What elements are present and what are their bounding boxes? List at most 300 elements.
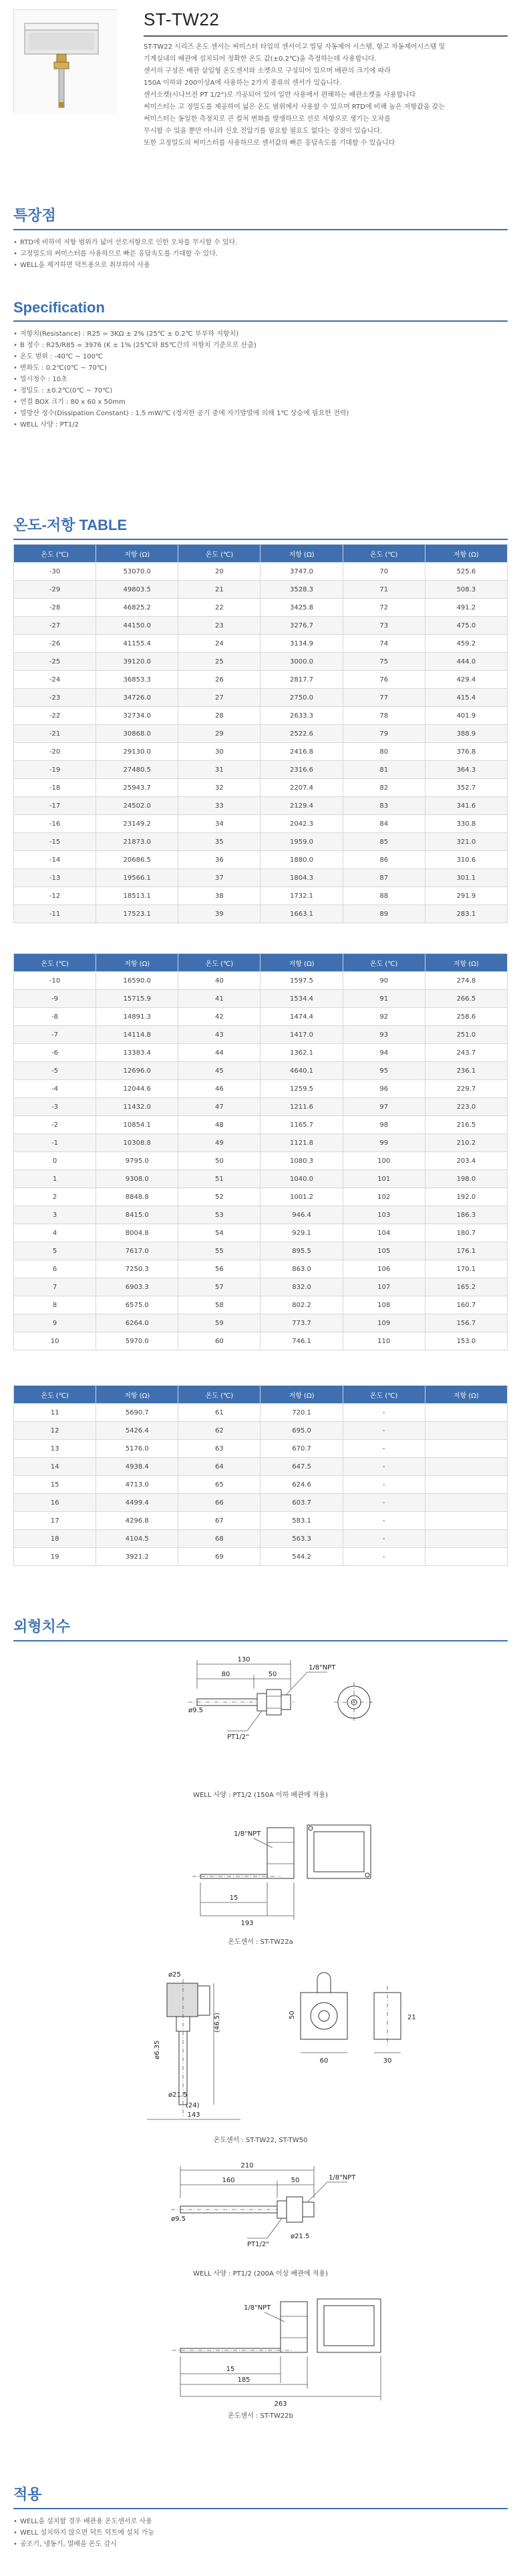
table-cell: 170.1 bbox=[425, 1260, 507, 1278]
table-cell: 25943.7 bbox=[96, 779, 178, 797]
table-cell: 79 bbox=[343, 725, 425, 743]
table-row bbox=[14, 653, 508, 671]
table-row bbox=[14, 1440, 508, 1458]
dim-label: 60 bbox=[319, 2057, 329, 2065]
table-cell: 165.2 bbox=[425, 1278, 507, 1296]
application-item: • WELL 설치하지 않으면 덕트 덕트에 설치 가능 bbox=[13, 2527, 508, 2539]
table-cell: 5176.0 bbox=[96, 1440, 178, 1458]
table-cell: - bbox=[343, 1458, 425, 1476]
table-cell: 3134.9 bbox=[260, 635, 343, 653]
table-cell: 18513.1 bbox=[96, 887, 178, 905]
table-row bbox=[14, 815, 508, 833]
table-header-cell: 저항 (Ω) bbox=[260, 954, 343, 972]
table-cell: - bbox=[343, 1494, 425, 1512]
dim-label: 80 bbox=[221, 1671, 230, 1678]
table-cell bbox=[425, 1440, 507, 1458]
table-cell: -12 bbox=[14, 887, 96, 905]
table-cell: 459.2 bbox=[425, 635, 507, 653]
dim-label: ø21.5 bbox=[291, 2233, 310, 2240]
table-cell: 65 bbox=[178, 1476, 260, 1494]
table-row bbox=[14, 1242, 508, 1260]
table-cell: 51 bbox=[178, 1170, 260, 1188]
table-cell: 11 bbox=[14, 1404, 96, 1422]
application-list bbox=[13, 2516, 508, 2550]
table-cell: -29 bbox=[14, 581, 96, 599]
spec-item: • 저항치(Resistance) : R25 = 3KΩ ± 2% (25℃ ± 0.2℃ 부부하 저항치) bbox=[13, 328, 508, 340]
table-row bbox=[14, 1458, 508, 1476]
table-cell: 1417.0 bbox=[260, 1026, 343, 1044]
description-line: 써미스터는 고 정밀도를 제공하여 넓은 온도 범위에서 사용할 수 있으며 RTD에 비해 높은 저항값을 갖는 bbox=[144, 103, 445, 111]
table-cell: 36853.3 bbox=[96, 671, 178, 689]
table-header-cell: 온도 (℃) bbox=[178, 1386, 260, 1404]
table-cell: 6264.0 bbox=[96, 1314, 178, 1332]
table-cell: 48 bbox=[178, 1116, 260, 1134]
table-row bbox=[14, 761, 508, 779]
table-cell: 100 bbox=[343, 1152, 425, 1170]
table-cell: -17 bbox=[14, 797, 96, 815]
table-cell: 10 bbox=[14, 1332, 96, 1350]
table-cell: 3747.0 bbox=[260, 563, 343, 581]
table-cell: 603.7 bbox=[260, 1494, 343, 1512]
table-cell: 1040.0 bbox=[260, 1170, 343, 1188]
table-row bbox=[14, 797, 508, 815]
table-cell: 62 bbox=[178, 1422, 260, 1440]
table-cell: 720.1 bbox=[260, 1404, 343, 1422]
spec-item: • 열방산 정수(Dissipation Constant) : 1.5 mW/℃ (정지한 공기 중에 자기발열에 의해 1℃ 상승에 필요한 전력) bbox=[13, 408, 508, 419]
features-list bbox=[13, 237, 508, 271]
table-cell: 45 bbox=[178, 1062, 260, 1080]
dim-label: 143 bbox=[187, 2111, 200, 2119]
table-cell bbox=[425, 1404, 507, 1422]
table-cell: 647.5 bbox=[260, 1458, 343, 1476]
table-row bbox=[14, 1206, 508, 1224]
table-row bbox=[14, 725, 508, 743]
table-row bbox=[14, 1422, 508, 1440]
sensor-tw22b-svg bbox=[13, 2290, 508, 2410]
table-cell: 86 bbox=[343, 851, 425, 869]
table-cell: -22 bbox=[14, 707, 96, 725]
table-cell: 2522.6 bbox=[260, 725, 343, 743]
table-cell: 444.0 bbox=[425, 653, 507, 671]
table-cell: 2 bbox=[14, 1188, 96, 1206]
table-cell: 429.4 bbox=[425, 671, 507, 689]
table-cell: 4296.8 bbox=[96, 1512, 178, 1530]
table-header-cell: 저항 (Ω) bbox=[425, 954, 507, 972]
table-cell: 78 bbox=[343, 707, 425, 725]
table-cell: 17523.1 bbox=[96, 905, 178, 923]
dim-label: ø9.5 bbox=[188, 1707, 204, 1714]
table-cell: -30 bbox=[14, 563, 96, 581]
table-row bbox=[14, 599, 508, 617]
table-row bbox=[14, 1008, 508, 1026]
table-cell: 8 bbox=[14, 1296, 96, 1314]
table-row bbox=[14, 743, 508, 761]
table-cell: 72 bbox=[343, 599, 425, 617]
table-cell: 2129.4 bbox=[260, 797, 343, 815]
table-cell bbox=[425, 1512, 507, 1530]
table-cell: 24 bbox=[178, 635, 260, 653]
table-cell: 23149.2 bbox=[96, 815, 178, 833]
table-header-cell: 저항 (Ω) bbox=[425, 545, 507, 563]
table-cell: 929.1 bbox=[260, 1224, 343, 1242]
table-cell: 47 bbox=[178, 1098, 260, 1116]
table-cell: 46825.2 bbox=[96, 599, 178, 617]
table-cell: 15715.9 bbox=[96, 990, 178, 1008]
table-cell: - bbox=[343, 1404, 425, 1422]
spec-item: • 열시정수 : 10초 bbox=[13, 374, 508, 385]
table-cell: 5 bbox=[14, 1242, 96, 1260]
table-cell: 29130.0 bbox=[96, 743, 178, 761]
table-cell: 5426.4 bbox=[96, 1422, 178, 1440]
table-cell: 216.5 bbox=[425, 1116, 507, 1134]
table-cell: 6903.3 bbox=[96, 1278, 178, 1296]
table-cell: 59 bbox=[178, 1314, 260, 1332]
description-line: 센서소켓(시나브전 PT 1/2")로 가공되어 있어 일반 사용에서 편해하는 배관소켓을 사용합니다 bbox=[144, 91, 416, 99]
table-cell: - bbox=[343, 1440, 425, 1458]
table-row bbox=[14, 1044, 508, 1062]
table-cell: 19 bbox=[14, 1548, 96, 1566]
table-cell: 21873.0 bbox=[96, 833, 178, 851]
table-cell: 63 bbox=[178, 1440, 260, 1458]
table-cell: 491.2 bbox=[425, 599, 507, 617]
table-cell: 34 bbox=[178, 815, 260, 833]
table-cell: 13383.4 bbox=[96, 1044, 178, 1062]
table-cell: 109 bbox=[343, 1314, 425, 1332]
description-line: 기계실내의 배관에 설치되어 정확한 온도 값(±0.2℃)을 측정하는데 사용합니다. bbox=[144, 55, 377, 63]
table-row bbox=[14, 1332, 508, 1350]
table-cell: 39 bbox=[178, 905, 260, 923]
table-cell: 1165.7 bbox=[260, 1116, 343, 1134]
product-title: ST-TW22 bbox=[144, 9, 508, 37]
dim-label: ø9.5 bbox=[171, 2216, 186, 2223]
table-cell: 10854.1 bbox=[96, 1116, 178, 1134]
table-cell: 310.6 bbox=[425, 851, 507, 869]
table-cell: 19566.1 bbox=[96, 869, 178, 887]
table-cell: -20 bbox=[14, 743, 96, 761]
table-cell: -5 bbox=[14, 1062, 96, 1080]
table-cell: 30868.0 bbox=[96, 725, 178, 743]
specification-section bbox=[13, 299, 508, 431]
dim-label: 130 bbox=[237, 1656, 250, 1663]
description-line: 또한 고정밀도의 써미스터를 사용하므로 센서값의 빠른 응답속도를 기대할 수 있습니다 bbox=[144, 140, 395, 147]
table-cell: 236.1 bbox=[425, 1062, 507, 1080]
table-cell: 74 bbox=[343, 635, 425, 653]
table-row bbox=[14, 1062, 508, 1080]
table-cell: 4499.4 bbox=[96, 1494, 178, 1512]
table-cell: -27 bbox=[14, 617, 96, 635]
table-cell: 223.0 bbox=[425, 1098, 507, 1116]
table-cell: -16 bbox=[14, 815, 96, 833]
table-cell: 50 bbox=[178, 1152, 260, 1170]
table-cell: 946.4 bbox=[260, 1206, 343, 1224]
table-cell: 11432.0 bbox=[96, 1098, 178, 1116]
well-150a-drawing bbox=[13, 1652, 508, 1802]
table-cell: - bbox=[343, 1512, 425, 1530]
table-cell: 3276.7 bbox=[260, 617, 343, 635]
table-cell: 508.3 bbox=[425, 581, 507, 599]
table-cell: 23 bbox=[178, 617, 260, 635]
table-cell bbox=[425, 1422, 507, 1440]
table-cell: 243.7 bbox=[425, 1044, 507, 1062]
table-cell: 388.9 bbox=[425, 725, 507, 743]
table-row bbox=[14, 1116, 508, 1134]
table-header-cell: 온도 (℃) bbox=[14, 1386, 96, 1404]
table-cell: -25 bbox=[14, 653, 96, 671]
resistance-table-section bbox=[13, 514, 508, 540]
table-cell: -19 bbox=[14, 761, 96, 779]
table-cell: 17 bbox=[14, 1512, 96, 1530]
table-cell: 49 bbox=[178, 1134, 260, 1152]
well-150a-svg bbox=[13, 1652, 508, 1786]
table-cell: 13 bbox=[14, 1440, 96, 1458]
table-cell: -3 bbox=[14, 1098, 96, 1116]
specification-list bbox=[13, 328, 508, 431]
table-cell: 5970.0 bbox=[96, 1332, 178, 1350]
table-cell: 283.1 bbox=[425, 905, 507, 923]
table-cell: 3921.2 bbox=[96, 1548, 178, 1566]
table-cell: - bbox=[343, 1422, 425, 1440]
table-cell: 2633.3 bbox=[260, 707, 343, 725]
table-cell: 695.0 bbox=[260, 1422, 343, 1440]
dim-label: PT1/2" bbox=[247, 2241, 269, 2248]
table-row bbox=[14, 1134, 508, 1152]
features-section bbox=[13, 204, 508, 271]
table-cell: 544.2 bbox=[260, 1548, 343, 1566]
description-line: 150A 이하와 200이상A에 사용하는 2가지 종류의 센서가 있습니다. bbox=[144, 79, 342, 87]
table-cell: 12 bbox=[14, 1422, 96, 1440]
table-cell: 57 bbox=[178, 1278, 260, 1296]
table-row bbox=[14, 851, 508, 869]
table-cell: 83 bbox=[343, 797, 425, 815]
table-cell: 8415.0 bbox=[96, 1206, 178, 1224]
table-cell: 7617.0 bbox=[96, 1242, 178, 1260]
feature-item: • 고정밀도의 써미스터를 사용하므로 빠른 응답속도를 기대할 수 있다. bbox=[13, 248, 508, 260]
table-cell: 1474.4 bbox=[260, 1008, 343, 1026]
sensor-tw22-tw50-svg bbox=[13, 1966, 508, 2129]
table-cell: 44150.0 bbox=[96, 617, 178, 635]
table-cell: 89 bbox=[343, 905, 425, 923]
table-cell: 301.1 bbox=[425, 869, 507, 887]
table-cell: 40 bbox=[178, 972, 260, 990]
table-row bbox=[14, 1548, 508, 1566]
table-cell: 321.0 bbox=[425, 833, 507, 851]
table-cell: 1211.6 bbox=[260, 1098, 343, 1116]
table-cell bbox=[425, 1458, 507, 1476]
table-cell: 6575.0 bbox=[96, 1296, 178, 1314]
table-cell: 31 bbox=[178, 761, 260, 779]
table-cell: 99 bbox=[343, 1134, 425, 1152]
table-cell: 3000.0 bbox=[260, 653, 343, 671]
table-row bbox=[14, 1026, 508, 1044]
table-cell: 14114.8 bbox=[96, 1026, 178, 1044]
table-header-cell: 온도 (℃) bbox=[14, 545, 96, 563]
table-cell: -9 bbox=[14, 990, 96, 1008]
application-item: • WELL을 설치할 경우 배관용 온도센서로 사용 bbox=[13, 2516, 508, 2527]
table-cell: 2207.4 bbox=[260, 779, 343, 797]
table-row bbox=[14, 689, 508, 707]
dim-label: (46.5) bbox=[214, 2012, 221, 2033]
table-cell: 54 bbox=[178, 1224, 260, 1242]
drawing-caption: 온도센서 : ST-TW22, ST-TW50 bbox=[213, 2137, 308, 2144]
table-cell: 32734.0 bbox=[96, 707, 178, 725]
table-cell: 24502.0 bbox=[96, 797, 178, 815]
table-cell bbox=[425, 1530, 507, 1548]
table-cell: 1880.0 bbox=[260, 851, 343, 869]
table-cell: 4938.4 bbox=[96, 1458, 178, 1476]
table-cell: 330.8 bbox=[425, 815, 507, 833]
table-cell: 203.4 bbox=[425, 1152, 507, 1170]
table-cell: 91 bbox=[343, 990, 425, 1008]
table-cell: -28 bbox=[14, 599, 96, 617]
spec-item: • 정밀도 : ±0.2℃(0℃ ~ 70℃) bbox=[13, 385, 508, 397]
table-cell: 8848.8 bbox=[96, 1188, 178, 1206]
table-cell: 71 bbox=[343, 581, 425, 599]
table-cell: 53070.0 bbox=[96, 563, 178, 581]
dim-label: 1/8"NPT bbox=[329, 2174, 356, 2181]
table-cell: 1362.1 bbox=[260, 1044, 343, 1062]
table-cell: 186.3 bbox=[425, 1206, 507, 1224]
table-cell: 746.1 bbox=[260, 1332, 343, 1350]
table-cell: -11 bbox=[14, 905, 96, 923]
table-cell: -13 bbox=[14, 869, 96, 887]
table-cell: 3425.8 bbox=[260, 599, 343, 617]
drawing-caption: 온도센서 : ST-TW22b bbox=[228, 2412, 293, 2420]
table-cell: 98 bbox=[343, 1116, 425, 1134]
table-cell: 110 bbox=[343, 1332, 425, 1350]
well-200a-drawing bbox=[13, 2159, 508, 2280]
table-row bbox=[14, 1260, 508, 1278]
table-title-suffix: -저항 TABLE bbox=[41, 517, 128, 533]
well-200a-svg bbox=[13, 2159, 508, 2266]
table-header-cell: 저항 (Ω) bbox=[96, 545, 178, 563]
table-header-cell: 저항 (Ω) bbox=[260, 545, 343, 563]
dim-label: (24) bbox=[186, 2102, 200, 2109]
table-header-cell: 저항 (Ω) bbox=[260, 1386, 343, 1404]
table-cell: 80 bbox=[343, 743, 425, 761]
table-row bbox=[14, 972, 508, 990]
table-cell: 14891.3 bbox=[96, 1008, 178, 1026]
dim-label: 1/8"NPT bbox=[244, 2304, 271, 2312]
table-cell: 525.6 bbox=[425, 563, 507, 581]
table-cell: 192.0 bbox=[425, 1188, 507, 1206]
dim-label: 30 bbox=[383, 2057, 392, 2065]
table-cell: 274.8 bbox=[425, 972, 507, 990]
table-cell: 56 bbox=[178, 1260, 260, 1278]
table-header-row bbox=[14, 1386, 508, 1404]
table-header-cell: 저항 (Ω) bbox=[96, 954, 178, 972]
table-cell: 102 bbox=[343, 1188, 425, 1206]
table-cell bbox=[425, 1476, 507, 1494]
table-row bbox=[14, 1080, 508, 1098]
table-row bbox=[14, 1530, 508, 1548]
table-cell: 21 bbox=[178, 581, 260, 599]
table-row bbox=[14, 1296, 508, 1314]
application-title: 적용 bbox=[13, 2483, 508, 2509]
spec-item: • WELL 사양 : PT1/2 bbox=[13, 419, 508, 431]
table-row bbox=[14, 1278, 508, 1296]
table-cell: 229.7 bbox=[425, 1080, 507, 1098]
table-row bbox=[14, 1188, 508, 1206]
table-cell: 27 bbox=[178, 689, 260, 707]
table-cell: 108 bbox=[343, 1296, 425, 1314]
table-cell: 68 bbox=[178, 1530, 260, 1548]
dim-label: 160 bbox=[222, 2177, 235, 2184]
dim-label: ø21.5 bbox=[168, 2091, 188, 2099]
table-cell: 10308.8 bbox=[96, 1134, 178, 1152]
table-cell: -24 bbox=[14, 671, 96, 689]
table-cell: 9 bbox=[14, 1314, 96, 1332]
description-line: ST-TW22 시리즈 온도 센서는 써미스터 타입의 센서이고 빌딩 자동제어 시스템, 항고 자동제어시스템 및 bbox=[144, 43, 446, 51]
features-title: 특장점 bbox=[13, 204, 508, 230]
dim-label: 263 bbox=[274, 2400, 287, 2408]
table-row bbox=[14, 1314, 508, 1332]
table-cell: 104 bbox=[343, 1224, 425, 1242]
table-cell: 4640.1 bbox=[260, 1062, 343, 1080]
table-cell: 802.2 bbox=[260, 1296, 343, 1314]
table-cell: 94 bbox=[343, 1044, 425, 1062]
table-cell: 291.9 bbox=[425, 887, 507, 905]
description-line: 써미스터는 동일한 측정치로 큰 컬처 변화를 발생하므로 선로 저항으로 생기는 오차를 bbox=[144, 115, 391, 123]
table-cell: 26 bbox=[178, 671, 260, 689]
table-cell: 69 bbox=[178, 1548, 260, 1566]
table-cell: 58 bbox=[178, 1296, 260, 1314]
table-cell: 475.0 bbox=[425, 617, 507, 635]
spec-item: • 변화도 : 0.2℃(0℃ ~ 70℃) bbox=[13, 362, 508, 374]
table-cell: 895.5 bbox=[260, 1242, 343, 1260]
feature-item: • WELL을 제거하면 덕트용으로 취부하여 사용 bbox=[13, 260, 508, 271]
table-cell: 33 bbox=[178, 797, 260, 815]
table-cell: 1732.1 bbox=[260, 887, 343, 905]
product-header bbox=[0, 0, 521, 187]
table-header-cell: 온도 (℃) bbox=[178, 545, 260, 563]
spec-item: • 온도 범위 : -40℃ ~ 100℃ bbox=[13, 351, 508, 362]
table-cell: 16 bbox=[14, 1494, 96, 1512]
table-cell: 35 bbox=[178, 833, 260, 851]
table-row bbox=[14, 1404, 508, 1422]
application-item: • 공조기, 냉동기, 열배을 온도 감시 bbox=[13, 2539, 508, 2550]
resistance-table-3-wrap bbox=[13, 1385, 508, 1566]
table-cell: 1534.4 bbox=[260, 990, 343, 1008]
dim-label: 185 bbox=[237, 2376, 250, 2384]
dim-label: ø25 bbox=[168, 1971, 181, 1979]
table-cell: 38 bbox=[178, 887, 260, 905]
table-cell: 3528.3 bbox=[260, 581, 343, 599]
table-cell: 773.7 bbox=[260, 1314, 343, 1332]
drawing-caption: WELL 사양 : PT1/2 (200A 이상 배관에 적용) bbox=[193, 2270, 328, 2278]
table-cell: 16590.0 bbox=[96, 972, 178, 990]
table-cell: 1 bbox=[14, 1170, 96, 1188]
table-header-row bbox=[14, 545, 508, 563]
resistance-table-1-wrap bbox=[13, 544, 508, 923]
table-cell: 66 bbox=[178, 1494, 260, 1512]
dim-label: 50 bbox=[291, 2177, 300, 2184]
table-cell: 1001.2 bbox=[260, 1188, 343, 1206]
table-cell: 32 bbox=[178, 779, 260, 797]
table-cell: 41155.4 bbox=[96, 635, 178, 653]
sensor-tw22a-drawing bbox=[13, 1816, 508, 1949]
table-cell: 2042.3 bbox=[260, 815, 343, 833]
table-header-cell: 온도 (℃) bbox=[178, 954, 260, 972]
table-cell: 376.8 bbox=[425, 743, 507, 761]
table-cell: 341.6 bbox=[425, 797, 507, 815]
table-cell: 2817.7 bbox=[260, 671, 343, 689]
sensor-tw22a-svg bbox=[13, 1816, 508, 1936]
table-row bbox=[14, 869, 508, 887]
dim-label: 15 bbox=[229, 1894, 238, 1902]
table-cell: 4713.0 bbox=[96, 1476, 178, 1494]
table-cell: 2316.6 bbox=[260, 761, 343, 779]
table-cell bbox=[425, 1494, 507, 1512]
